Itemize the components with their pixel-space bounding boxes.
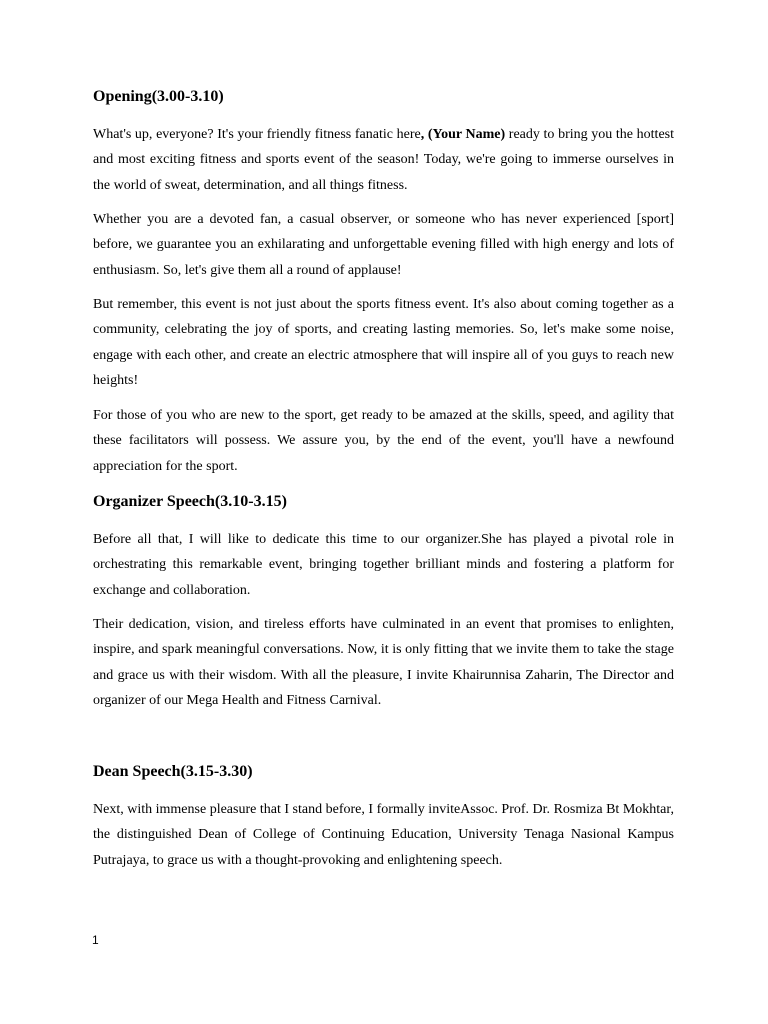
paragraph-dean-1: Next, with immense pleasure that I stand before, I formally inviteAssoc. Prof. Dr. Rosmiza Bt Mokhtar, the distinguished Dean of College of Continuing Education, University Tenaga Nasional Kampus Putrajaya, to grace us with a thought-provoking and enlightening speech. [93, 802, 674, 868]
placeholder-your-name: , (Your Name) [420, 127, 506, 142]
paragraph-organizer-2: Their dedication, vision, and tireless efforts have culminated in an event that promises to enlighten, inspire, and spark meaningful conversations. Now, it is only fitting that we invite them to take the stage and grace us with their wisdom. With all the pleasure, I invite Khairunnisa Zaharin, The Director and organizer of our Mega Health and Fitness Carnival. [93, 617, 674, 709]
paragraph-text: ready to bring you the hottest and most exciting fitness and sports event of the season! Today, we're going to immerse ourselves in the world of sweat, determination, and all things fitness. [93, 127, 674, 193]
paragraph-text: What's up, everyone? It's your friendly fitness fanatic here [93, 127, 421, 142]
paragraph-opening-2: Whether you are a devoted fan, a casual observer, or someone who has never experienced [sport] before, we guarantee you an exhilarating and unforgettable evening filled with high energy and lots of enthusiasm. So, let's give them all a round of applause! [93, 212, 674, 278]
page-number: 1 [92, 933, 99, 947]
heading-dean-speech: Dean Speech(3.15-3.30) [93, 763, 253, 780]
paragraph-opening-3: But remember, this event is not just about the sports fitness event. It's also about coming together as a community, celebrating the joy of sports, and creating lasting memories. So, let's make some noise, engage with each other, and create an electric atmosphere that will inspire all of you guys to reach new heights! [93, 297, 674, 389]
paragraph-organizer-1: Before all that, I will like to dedicate this time to our organizer.She has played a pivotal role in orchestrating this remarkable event, bringing together brilliant minds and fostering a platform for exchange and collaboration. [93, 532, 674, 598]
paragraph-opening-1 [93, 122, 674, 198]
heading-opening: Opening(3.00-3.10) [93, 88, 224, 105]
paragraph-opening-4: For those of you who are new to the sport, get ready to be amazed at the skills, speed, and agility that these facilitators will possess. We assure you, by the end of the event, you'll have a newfound appreciation for the sport. [93, 408, 674, 474]
heading-organizer-speech: Organizer Speech(3.10-3.15) [93, 493, 287, 510]
